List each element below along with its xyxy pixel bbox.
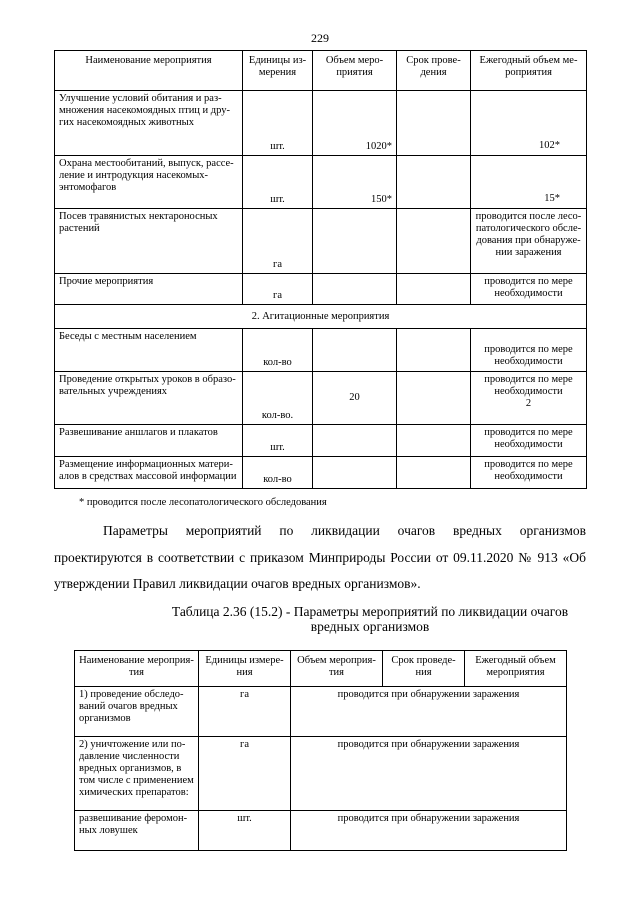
row-span-note: проводится при обнаружении заражения [291,737,567,811]
pest-elimination-table [74,650,567,851]
row-annual: проводится по мере необходимости [471,274,587,305]
row-volume: 1020* [313,91,397,156]
row-term [397,329,471,372]
row-name: Улучшение условий обитания и раз- множения насекомоядных птиц и дру- гих насекомоядных животных [55,91,243,156]
header-unit: Единицы измере- ния [199,651,291,687]
row-unit: кол-во. [243,372,313,425]
row-unit: шт. [243,425,313,457]
row-name: Размещение информационных матери- алов в средствах массовой информации [55,457,243,489]
row-annual: 102* [471,91,587,156]
row-unit: га [199,737,291,811]
row-term [397,425,471,457]
table-caption: Таблица 2.36 (15.2) - Параметры мероприятий по ликвидации очагов вредных организмов [171,604,569,634]
header-term: Срок проведе- ния [383,651,465,687]
row-unit: шт. [243,156,313,209]
row-volume [313,457,397,489]
table-header-row [75,651,567,687]
header-name: Наименование мероприятия [55,51,243,91]
table-row [55,457,587,489]
row-name: Проведение открытых уроков в образо- вательных учреждениях [55,372,243,425]
row-term [397,372,471,425]
row-unit: шт. [199,811,291,851]
row-annual: проводится по мере необходимости [471,329,587,372]
row-volume [313,209,397,274]
header-annual: Ежегодный объем ме- роприятия [471,51,587,91]
table-row [55,274,587,305]
row-unit: га [199,687,291,737]
row-name: Развешивание аншлагов и плакатов [55,425,243,457]
table-row [75,811,567,851]
row-annual: проводится по мере необходимости [471,457,587,489]
row-volume: 150* [313,156,397,209]
section-row [55,305,587,329]
row-volume: 20 [313,372,397,425]
header-volume: Объем мероприя- тия [291,651,383,687]
row-term [397,91,471,156]
header-volume: Объем меро- приятия [313,51,397,91]
row-name: Прочие мероприятия [55,274,243,305]
page-number: 229 [311,31,329,45]
section-title: 2. Агитационные мероприятия [55,305,587,329]
row-term [397,274,471,305]
row-unit: шт. [243,91,313,156]
table-row [55,425,587,457]
row-annual: проводится по мере необходимости 2 [471,372,587,425]
row-term [397,156,471,209]
row-name: 2) уничтожение или по- давление численности вредных организмов, в том числе с применением химических препаратов: [75,737,199,811]
row-annual: проводится после лесо- патологического обсле- дования при обнаруже- нии заражения [471,209,587,274]
row-unit: кол-во [243,329,313,372]
table-row [55,209,587,274]
table-row [55,91,587,156]
row-span-note: проводится при обнаружении заражения [291,687,567,737]
row-name: 1) проведение обследо- ваний очагов вредных организмов [75,687,199,737]
table-row [55,372,587,425]
row-annual: 15* [471,156,587,209]
body-paragraph: Параметры мероприятий по ликвидации очагов вредных организмов проектируются в соответствии с приказом Минприроды России от 09.11.2020 № 913 «Об утверждении Правил ликвидации очагов вредных организмов». [54,523,586,591]
header-unit: Единицы из- мерения [243,51,313,91]
row-annual: проводится по мере необходимости [471,425,587,457]
row-name: Охрана местообитаний, выпуск, рассе- ление и интродукция насекомых- энтомофагов [55,156,243,209]
row-term [397,209,471,274]
activities-table [54,50,587,489]
row-unit: кол-во [243,457,313,489]
row-unit: га [243,209,313,274]
row-name: развешивание феромон- ных ловушек [75,811,199,851]
table-row [55,156,587,209]
header-annual: Ежегодный объем мероприятия [465,651,567,687]
row-name: Посев травянистых нектароносных растений [55,209,243,274]
footnote: * проводится после лесопатологического обследования [79,497,327,508]
table-row [75,687,567,737]
row-name: Беседы с местным населением [55,329,243,372]
row-term [397,457,471,489]
row-volume [313,274,397,305]
row-volume [313,425,397,457]
table-header-row [55,51,587,91]
table-row [55,329,587,372]
row-span-note: проводится при обнаружении заражения [291,811,567,851]
table-row [75,737,567,811]
row-volume [313,329,397,372]
header-name: Наименование мероприя- тия [75,651,199,687]
row-unit: га [243,274,313,305]
header-term: Срок прове- дения [397,51,471,91]
